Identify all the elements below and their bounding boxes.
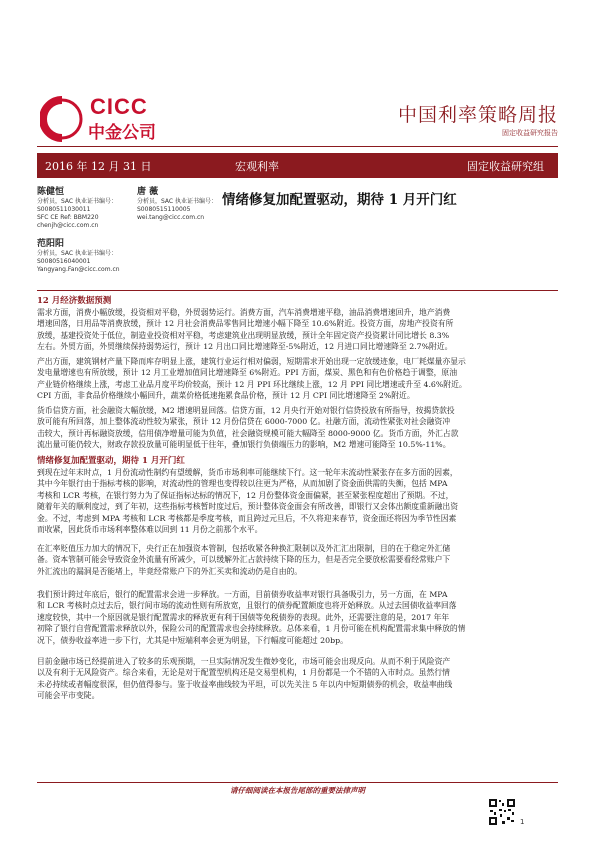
text-line: 产业链价格继续上涨，考虑工业品月度平均价较高，预计 12 月 PPI 环比继续上涨，12 月 PPI 同比增速或升至 4.6%附近。 <box>37 379 467 389</box>
text-line: 随着年关的顺利度过，到了年初，这些指标考核暂时度过后，预计整体资金面会有所改善，即银行又会体出额度重新融出资 <box>37 502 459 512</box>
author-name: 范阳阳 <box>37 239 65 249</box>
paragraph <box>37 589 558 646</box>
section-heading: 情绪修复加配置驱动，期待 1 月开门红 <box>37 456 185 466</box>
logo-latin-text: CICC <box>90 94 148 119</box>
author-line: 分析员，SAC 执业证书编号： <box>137 198 218 205</box>
text-line: 速度较快，其中一个原因就是银行配置需求的释放更有利于国债等免税债券的表现。此外，还需要注意的是，2017 年年 <box>37 612 450 622</box>
qr-code-icon <box>488 798 516 826</box>
author-name: 唐 薇 <box>137 187 159 197</box>
legal-notice: 请仔细阅读在本报告尾部的重要法律声明 <box>230 786 365 795</box>
text-line: 和 LCR 考核时点过去后，银行间市场的流动性则有所放宽，且银行的债券配置额度也将开始释放。从过去国债收益率回落 <box>37 601 457 611</box>
paragraph <box>37 307 558 353</box>
paragraph <box>37 356 558 402</box>
text-line: 而收紧，因此货币市场利率整体难以回到 11 月份之前那个水平。 <box>37 525 263 535</box>
text-line: 金。不过，考虑到 MPA 考核和 LCR 考核都是季度考核，而且跨过元旦后，不久将迎来春节，资金面还将因为季节性因素 <box>37 513 457 523</box>
report-team: 固定收益研究组 <box>467 159 544 173</box>
text-line: 我们预计跨过年底后，银行的配置需求会进一步释放。一方面，目前债券收益率对银行具备吸引力，另一方面，在 MPA <box>37 590 448 599</box>
text-line: 考核和 LCR 考核，在银行努力为了保证指标达标的情况下，12 月份整体资金面偏紧，甚至紧张程度超出了预期。不过， <box>37 490 454 500</box>
author-email[interactable]: wei.tang@cicc.com.cn <box>137 214 205 221</box>
text-line: 产出方面，建筑钢材产量下降而库存明显上涨，建筑行业运行相对偏弱，短期需求开始出现一定放缓迹象，电厂耗煤量亦显示 <box>37 357 466 366</box>
report-subtitle: 固定收益研究报告 <box>502 129 558 137</box>
text-line: 其中今年银行由于指标考核的影响，对流动性的管理也变得较以往更为严格，从而加剧了资金面供需的失衡，包括 MPA <box>37 479 448 489</box>
header-divider <box>37 146 558 147</box>
text-line: 况下，债券收益率进一步下行，尤其是中短端利率会更为明显，下行幅度可能超过 20bp。 <box>37 635 348 645</box>
text-line: 备。资本管制可能会导致资金外流量有所减少，可以缓解外汇占款持续下降的压力，但是否完全要放松需要看经常账户下 <box>37 555 451 565</box>
section-heading: 12 月经济数据预测 <box>37 296 112 306</box>
report-headline: 情绪修复加配置驱动，期待 1 月开门红 <box>222 192 457 208</box>
logo-cn-text: 中金公司 <box>88 123 156 143</box>
text-line: 放缓，基建投资处于低位，制造业投资相对平稳，考虑建筑业出现明显放缓，预计全年固定资产投资累计同比增长 8.3% <box>37 330 450 340</box>
text-line: 流出量可能仍较大，财政存款投放量可能明显低于往年，叠加银行负债端压力的影响，M2 增速可能降至 10.5%-11%。 <box>37 440 451 450</box>
report-category: 宏观利率 <box>235 159 279 173</box>
text-line: 在汇率贬值压力加大的情况下，央行正在加强资本管制，包括收紧各种换汇限制以及外汇汇出限制，目的在于稳定外汇储 <box>37 544 451 553</box>
text-line: 到现在过年末时点，1 月份流动性制约有望缓解，货币市场利率可能继续下行。这一轮年末流动性紧张存在多方面的因素， <box>37 468 458 477</box>
paragraph <box>37 467 558 535</box>
page-number: 1 <box>520 818 525 826</box>
text-line: CPI 方面，非食品价格继续小幅回升，蔬菜价格低速拖累食品价格，预计 12 月 CPI 同比增速降至 2%附近。 <box>37 391 415 401</box>
paragraph <box>37 405 558 451</box>
author-line: 分析员，SAC 执业证书编号： <box>37 250 118 257</box>
author-name: 陈健恒 <box>37 187 65 197</box>
text-line: 左右。外贸方面，外贸继续保持弱势运行，预计 12 月出口同比增速降至-5%附近，12 月进口同比增速降至 2.7%附近。 <box>37 342 453 352</box>
author-line: S0080515110005 <box>137 206 191 213</box>
text-line: 增速回落，日用品等消费放缓，预计 12 月社会消费品零售同比增速小幅下降至 10.6%附近。投资方面，房地产投资有所 <box>37 319 454 329</box>
date-bar <box>37 153 558 178</box>
author-line: SFC CE Ref: BBM220 <box>37 214 99 221</box>
report-title: 中国利率策略周报 <box>397 104 558 126</box>
author-card <box>37 238 120 274</box>
text-line: 初除了银行自营配置需求释放以外，保险公司的配置需求也会持续释放。总体来看，1 月份可能在机构配置需求集中释放的情 <box>37 624 466 634</box>
paragraph <box>37 656 558 702</box>
text-line: 击较大，预计再标融资放缓，信用债净增量可能为负值，社会融资规模可能大幅降至 8000-9000 亿。货币方面，外汇占款 <box>37 428 459 438</box>
text-line: 目前金融市场已经提前进入了较多的乐观预期，一旦实际情况发生微妙变化，市场可能会出现反向。从而不利于风险资产 <box>37 657 451 666</box>
footer-divider <box>37 782 558 783</box>
author-line: 分析员，SAC 执业证书编号： <box>37 198 118 205</box>
text-line: 需求方面，消费小幅放缓，投资相对平稳，外贸弱势运行。消费方面，汽车消费增速平稳，油品消费增速回升，地产消费 <box>37 308 451 317</box>
text-line: 可能会平市变陡。 <box>37 691 100 701</box>
author-email[interactable]: chenjh@cicc.com.cn <box>37 222 99 229</box>
section-divider <box>37 290 558 291</box>
text-line: 以及有利于无风险资产。综合来看，无论是对于配置型机构还是交易型机构，1 月份都是一个不错的入市时点。虽然行情 <box>37 668 450 678</box>
author-line: S0080516040001 <box>37 258 91 265</box>
text-line: 发电量增速也有所放缓，预计 12 月工业增加值同比增速降至 6%附近。PPI 方面，煤炭、黑色和有色价格趋于调整，原油 <box>37 368 458 378</box>
paragraph <box>37 543 558 577</box>
author-card <box>37 186 117 230</box>
text-line: 放可能有所回落，加上整体流动性较为紧张，预计 12 月份信贷在 6000-7000 亿。社融方面，流动性紧张对社会融资冲 <box>37 417 451 427</box>
author-email[interactable]: Yangyang.Fan@cicc.com.cn <box>37 266 120 273</box>
report-date: 2016 年 12 月 31 日 <box>45 159 152 173</box>
text-line: 外汇流出的漏洞是否能堵上，毕竟经常账户下的外汇买卖和流动仍是自由的。 <box>37 566 303 576</box>
text-line: 货币信贷方面，社会融资大幅放缓，M2 增速明显回落。信贷方面，12 月央行开始对银行信贷投放有所指导，按揭贷款投 <box>37 406 455 415</box>
author-card <box>137 186 217 222</box>
text-line: 未必持续或者幅度很深，但仍值得参与。鉴于收益率曲线较为平坦，可以先关注 5 年以内中短期债券的机会，收益率曲线 <box>37 679 453 689</box>
author-line: S0080511030011 <box>37 206 91 213</box>
